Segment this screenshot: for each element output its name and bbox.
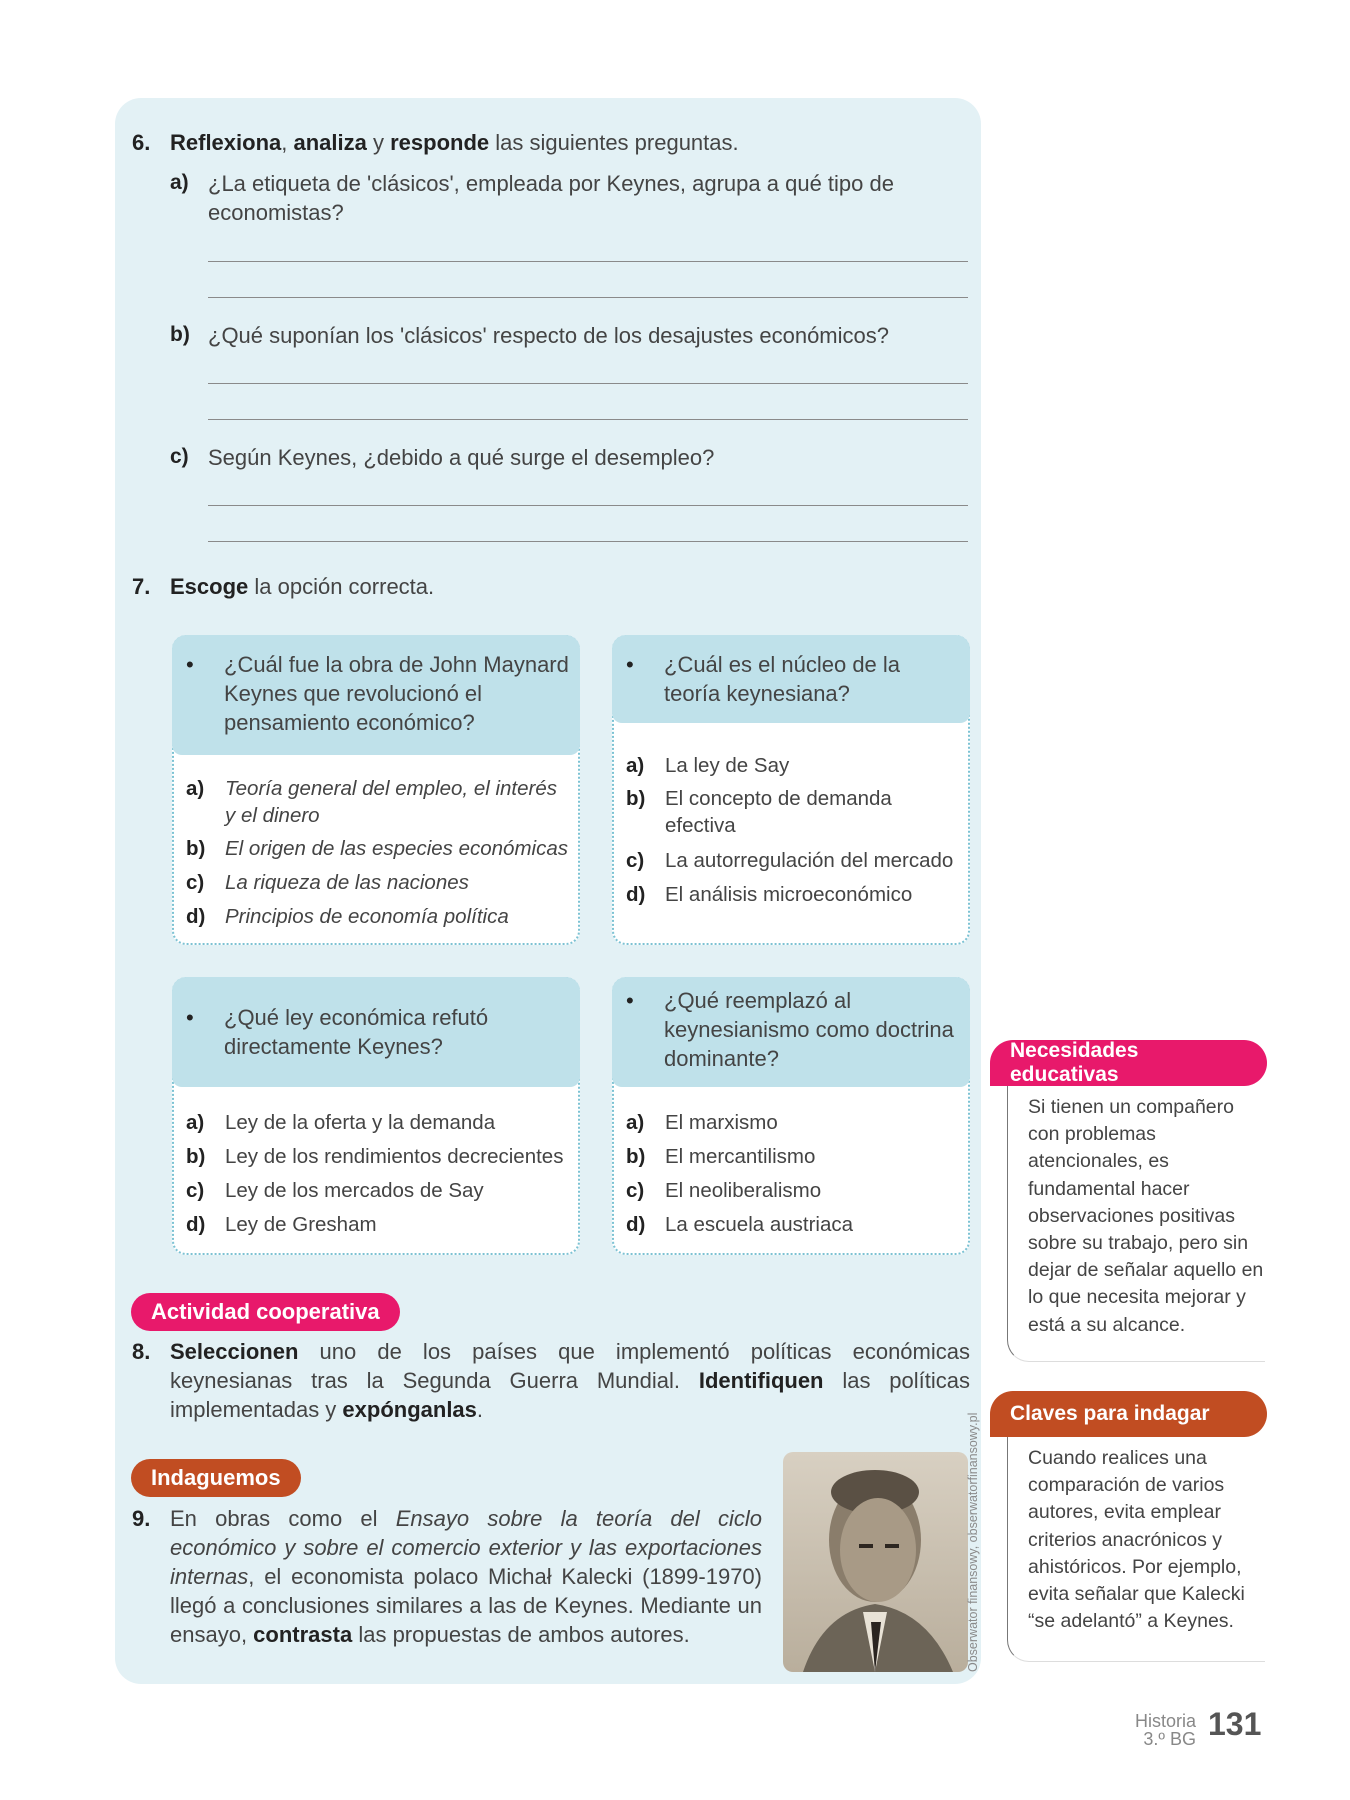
question-6b: ¿Qué suponían los 'clásicos' respecto de los desajustes económicos? bbox=[208, 323, 889, 348]
question-9-text: En obras como el Ensayo sobre la teoría del ciclo económico y sobre el comercio exterior y las exportaciones internas, el economista polaco Michał Kalecki (1899-1970) llegó a conclusiones similares a las de Keynes. Mediante un ensayo, contrasta las propuestas de ambos autores. bbox=[170, 1506, 762, 1647]
card-question bbox=[612, 635, 970, 723]
indaguemos-badge: Indaguemos bbox=[131, 1459, 301, 1497]
card-question bbox=[172, 977, 580, 1087]
kalecki-photo bbox=[783, 1452, 968, 1672]
card-question bbox=[612, 977, 970, 1087]
option-text: Ley de la oferta y la demanda bbox=[225, 1111, 496, 1134]
option-label: d) bbox=[626, 1213, 646, 1236]
claves-para-indagar-header: Claves para indagar bbox=[990, 1391, 1267, 1437]
bullet: • bbox=[626, 988, 634, 1013]
option-d[interactable] bbox=[626, 1211, 962, 1238]
item-label: c) bbox=[170, 445, 189, 468]
question-text: ¿Cuál es el núcleo de la teoría keynesiana? bbox=[664, 652, 901, 706]
bullet: • bbox=[186, 1005, 194, 1030]
option-text: Ley de los rendimientos decrecientes bbox=[225, 1145, 564, 1168]
option-text: La escuela austriaca bbox=[665, 1213, 854, 1236]
necesidades-educativas-box: Si tienen un compañero con problemas atencionales, es fundamental hacer observaciones positivas sobre su trabajo, pero sin dejar de señalar aquello en lo que necesita mejorar y está a su alcance. bbox=[1007, 1086, 1265, 1362]
option-text: El mercantilismo bbox=[665, 1145, 816, 1168]
option-d[interactable] bbox=[186, 1211, 572, 1238]
question-number: 8. bbox=[132, 1339, 151, 1364]
actividad-cooperativa-badge: Actividad cooperativa bbox=[131, 1293, 400, 1331]
answer-line[interactable] bbox=[208, 383, 968, 384]
necesidades-educativas-header: Necesidades educativas bbox=[990, 1040, 1267, 1086]
option-b[interactable] bbox=[626, 1143, 962, 1170]
option-text: El concepto de demanda efectiva bbox=[665, 787, 892, 837]
option-text: Principios de economía política bbox=[225, 905, 509, 928]
option-label: b) bbox=[186, 1145, 206, 1168]
question-text: ¿Qué ley económica refutó directamente Keynes? bbox=[224, 1005, 489, 1059]
question-text: ¿Cuál fue la obra de John Maynard Keynes que revolucionó el pensamiento económico? bbox=[224, 652, 569, 735]
choice-card bbox=[612, 977, 970, 1255]
answer-line[interactable] bbox=[208, 505, 968, 506]
card-question bbox=[172, 635, 580, 755]
option-text: Ley de los mercados de Say bbox=[225, 1179, 484, 1202]
option-text: Teoría general del empleo, el interés y el dinero bbox=[225, 777, 558, 827]
item-label: a) bbox=[170, 171, 189, 194]
claves-para-indagar-box: Cuando realices una comparación de varios autores, evita emplear criterios anacrónicos y ahistóricos. Por ejemplo, evita señalar que Kalecki “se adelantó” a Keynes. bbox=[1007, 1437, 1265, 1662]
question-7-heading: 7. Escoge la opción correcta. bbox=[132, 574, 435, 599]
option-a[interactable] bbox=[186, 1109, 572, 1136]
page-number: 131 bbox=[1208, 1706, 1262, 1742]
photo-credit: Obserwator finansowy, obserwatorfinansowy.pl bbox=[966, 1412, 980, 1672]
answer-line[interactable] bbox=[208, 261, 968, 262]
question-8-text: Seleccionen uno de los países que implementó políticas económicas keynesianas tras la Segunda Guerra Mundial. Identifiquen las políticas implementadas y expónganlas. bbox=[170, 1339, 971, 1422]
question-6c: Según Keynes, ¿debido a qué surge el desempleo? bbox=[208, 445, 715, 470]
option-text: La riqueza de las naciones bbox=[225, 871, 469, 894]
bullet: • bbox=[186, 652, 194, 677]
option-c[interactable] bbox=[186, 869, 572, 896]
option-b[interactable] bbox=[626, 785, 962, 839]
question-text: ¿Qué reemplazó al keynesianismo como doctrina dominante? bbox=[664, 988, 954, 1071]
option-b[interactable] bbox=[186, 1143, 572, 1170]
option-a[interactable] bbox=[626, 752, 962, 779]
answer-line[interactable] bbox=[208, 297, 968, 298]
option-label: c) bbox=[186, 1179, 205, 1202]
choice-card bbox=[612, 635, 970, 945]
option-label: a) bbox=[186, 777, 205, 800]
option-c[interactable] bbox=[626, 1177, 962, 1204]
option-b[interactable] bbox=[186, 835, 572, 862]
option-a[interactable] bbox=[186, 775, 572, 829]
option-label: b) bbox=[626, 1145, 646, 1168]
item-label: b) bbox=[170, 323, 190, 346]
option-label: a) bbox=[626, 1111, 645, 1134]
question-6a: ¿La etiqueta de 'clásicos', empleada por Keynes, agrupa a qué tipo de economistas? bbox=[208, 171, 894, 225]
bullet: • bbox=[626, 652, 634, 677]
question-number: 9. bbox=[132, 1506, 151, 1531]
option-label: b) bbox=[186, 837, 206, 860]
option-c[interactable] bbox=[186, 1177, 572, 1204]
option-text: El neoliberalismo bbox=[665, 1179, 822, 1202]
option-label: d) bbox=[186, 1213, 206, 1236]
footer-subject: Historia 3.º BG bbox=[1134, 1711, 1196, 1749]
option-label: d) bbox=[186, 905, 206, 928]
option-c[interactable] bbox=[626, 847, 962, 874]
option-d[interactable] bbox=[186, 903, 572, 930]
option-text: El marxismo bbox=[665, 1111, 778, 1134]
question-6-heading: 6. Reflexiona, analiza y responde las siguientes preguntas. bbox=[132, 130, 739, 155]
option-label: b) bbox=[626, 787, 646, 810]
option-d[interactable] bbox=[626, 881, 962, 908]
option-label: c) bbox=[186, 871, 205, 894]
option-text: La ley de Say bbox=[665, 754, 790, 777]
option-label: d) bbox=[626, 883, 646, 906]
choice-card bbox=[172, 635, 580, 945]
option-text: La autorregulación del mercado bbox=[665, 849, 954, 872]
option-label: c) bbox=[626, 849, 645, 872]
answer-line[interactable] bbox=[208, 419, 968, 420]
option-text: Ley de Gresham bbox=[225, 1213, 377, 1236]
option-label: c) bbox=[626, 1179, 645, 1202]
option-label: a) bbox=[626, 754, 645, 777]
option-text: El origen de las especies económicas bbox=[225, 837, 568, 860]
answer-line[interactable] bbox=[208, 541, 968, 542]
choice-card bbox=[172, 977, 580, 1255]
option-a[interactable] bbox=[626, 1109, 962, 1136]
option-label: a) bbox=[186, 1111, 205, 1134]
option-text: El análisis microeconómico bbox=[665, 883, 913, 906]
